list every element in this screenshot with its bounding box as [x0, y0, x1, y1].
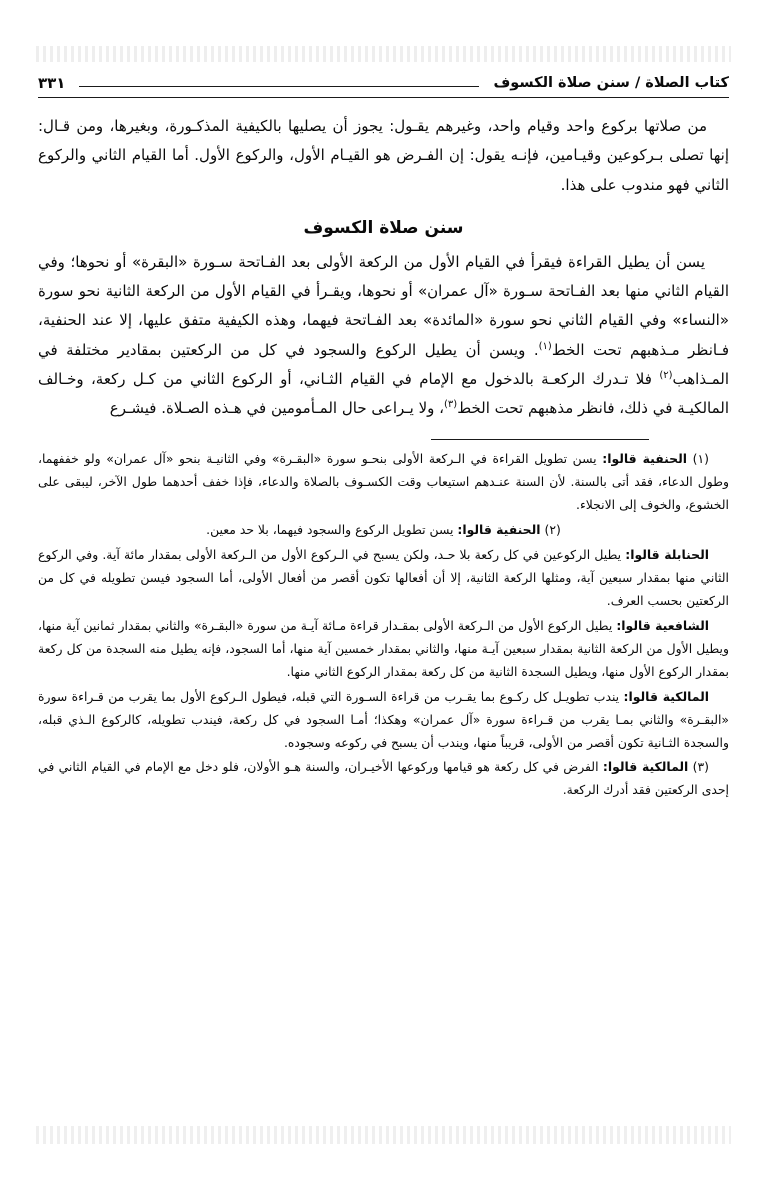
footnote-text — [38, 686, 729, 755]
footnote-item — [38, 615, 729, 684]
body-opening-paragraph — [38, 112, 729, 200]
footnote-text — [38, 519, 729, 542]
footnotes-section — [38, 448, 729, 802]
footnote-ref-2: (٢) — [659, 369, 673, 381]
footnote-school-label: الحنابلة قالوا: — [625, 547, 709, 562]
footnote-item — [38, 756, 729, 802]
footnote-school-label: الشافعية قالوا: — [616, 617, 709, 633]
footnote-item — [38, 686, 729, 755]
footnote-text — [38, 615, 729, 684]
footnote-school-label: المالكية قالوا: — [602, 759, 689, 775]
footnote-body: يطيل الركوع الأول من الـركعة الأولى بمقـدار قراءة مـائة آيـة من سورة «البقـرة» والثاني بمقدار ثمانين آية منها، ويطيل الأول من الركعة الثانية بمقدار سبعين آيـة منها، والثاني بمقدار خمسين آية منها، أما السجود، فإنه يطيل منه السجدة من كل ركعة بمقدار الركوع الأول منها، ويطيل السجدة الثانية من كل ركعة بمقدار الركوع الثاني منها. — [38, 617, 729, 679]
footnote-separator-rule — [431, 439, 649, 440]
footnote-marker: (٢) — [544, 522, 561, 538]
footnote-text — [38, 448, 729, 517]
paragraph-segment-4: ، ولا يـراعى حال المـأمومين في هـذه الصـلاة. فيشـرع — [109, 399, 445, 417]
footnote-item — [38, 544, 729, 613]
paragraph-segment-2: . ويسن أن يطيل الركوع والسجود في كل من الركعتين بمقادير مختلفة في المـذاهب — [38, 340, 729, 388]
footnote-body: يطيل الركوعين في كل ركعة بلا حـد، ولكن يسبح في الـركوع الأول من الـركعة الأولى بمقدار مائة آية. وفي الركوع الثاني منها بمقدار سبعين آية، ومثلها الركعة الثانية، إلا أن أفعالها تكون أقصر من أفعال الأولى، أما السجود فيسن تطويله في كل من الركعتين بحسب العرف. — [38, 547, 729, 608]
paragraph-text — [38, 248, 729, 424]
footnote-body: يسن تطويل الركوع والسجود فيهما، بلا حد معين. — [206, 522, 458, 538]
header-underline — [38, 97, 729, 98]
header-chapter-title: كتاب الصلاة / سنن صلاة الكسوف — [493, 75, 729, 91]
footnote-body: الفرض في كل ركعة هو قيامها وركوعها الأخيـران، والسنة هـو الأولان، فلو دخل مع الإمام في القيام الثاني في إحدى الركعتين فقد أدرك الركعة. — [38, 759, 729, 798]
paragraph-segment-3: فلا تـدرك الركعـة بالدخول مع الإمام في القيام الثـاني، أو الركوع الثاني من كـل ركعة، وخـالف المالكيـة في ذلك، فانظر مذهبهم تحت الخط — [38, 369, 729, 417]
body-main-paragraph — [38, 248, 729, 424]
scan-artifact-bottom — [36, 1126, 731, 1144]
footnote-item — [38, 519, 729, 542]
footnote-text — [38, 756, 729, 802]
section-title: سنن صلاة الكسوف — [303, 217, 464, 238]
paragraph-segment-1: يسن أن يطيل القراءة فيقرأ في القيام الأول من الركعة الأولى بعد الفـاتحة سـورة «البقرة» أو نحوها؛ وفي القيام الثاني منها بعد الفـاتحة سـورة «آل عمران» أو نحوها، ويقـرأ في القيام الأول من الركعة الثانية نحو سورة «النساء» وفي القيام الثاني نحو سورة «المائدة» بعد الفـاتحة فيهما، وهذه الكيفية متفق عليها، إلا عند الحنفية، فـانظر مـذهبهم تحت الخط — [38, 252, 730, 359]
header-rule — [79, 86, 479, 87]
footnote-body: يندب تطويـل كل ركـوع بما يقـرب من قراءة السـورة التي قبله، فيطول الـركوع الأول بما يقرب من قـراءة سورة «البقـرة» والثاني بمـا يقرب من قـراءة سورة «آل عمران» وهكذا؛ أمـا السجود في كل ركعة، فيندب تطويله، كالركوع الـذي قبله، والسجدة الثـانية تكون أقصر من الأولى، قريباً منها، ويندب أن يسبح في ركوعه وسجوده. — [38, 688, 729, 750]
footnote-item — [38, 448, 729, 517]
paragraph-text: من صلاتها بركوع واحد وقيام واحد، وغيرهم يقـول: يجوز أن يصليها بالكيفية المذكـورة، وبغيرها، ومن قـال: إنها تصلى بـركوعين وقيـامين، فإنـه يقول: إن الفـرض هو القيـام الأول، والركوع الأول. أما القيام الثاني والركوع الثاني فهو مندوب على هذا. — [38, 117, 729, 194]
page-number: ٣٣١ — [38, 74, 66, 92]
footnote-marker: (١) — [692, 451, 709, 467]
footnote-body: يسن تطويل القراءة في الـركعة الأولى بنحـو سورة «البقـرة» وفي الثانيـة بنحو «آل عمران» ولو خففهما، وطول الدعاء، فقد أتى بالسنة. لأن السنة عنـدهم استيعاب وقت الكسـوف بالصلاة والدعاء، فإذا خفف أحدهما طول الآخر، ليبقى على الخشوع، والخوف إلى الانجلاء. — [38, 451, 729, 513]
page-content — [38, 74, 729, 1112]
footnote-text — [38, 544, 729, 613]
scan-artifact-top — [36, 46, 731, 62]
footnote-ref-1: (١) — [538, 340, 552, 352]
footnote-school-label: الحنفية قالوا: — [457, 522, 541, 538]
footnote-marker: (٣) — [692, 759, 709, 775]
footnote-ref-3: (٣) — [444, 399, 458, 410]
footnote-school-label: المالكية قالوا: — [623, 688, 710, 704]
footnote-school-label: الحنفية قالوا: — [602, 451, 688, 467]
page-header — [38, 74, 729, 94]
